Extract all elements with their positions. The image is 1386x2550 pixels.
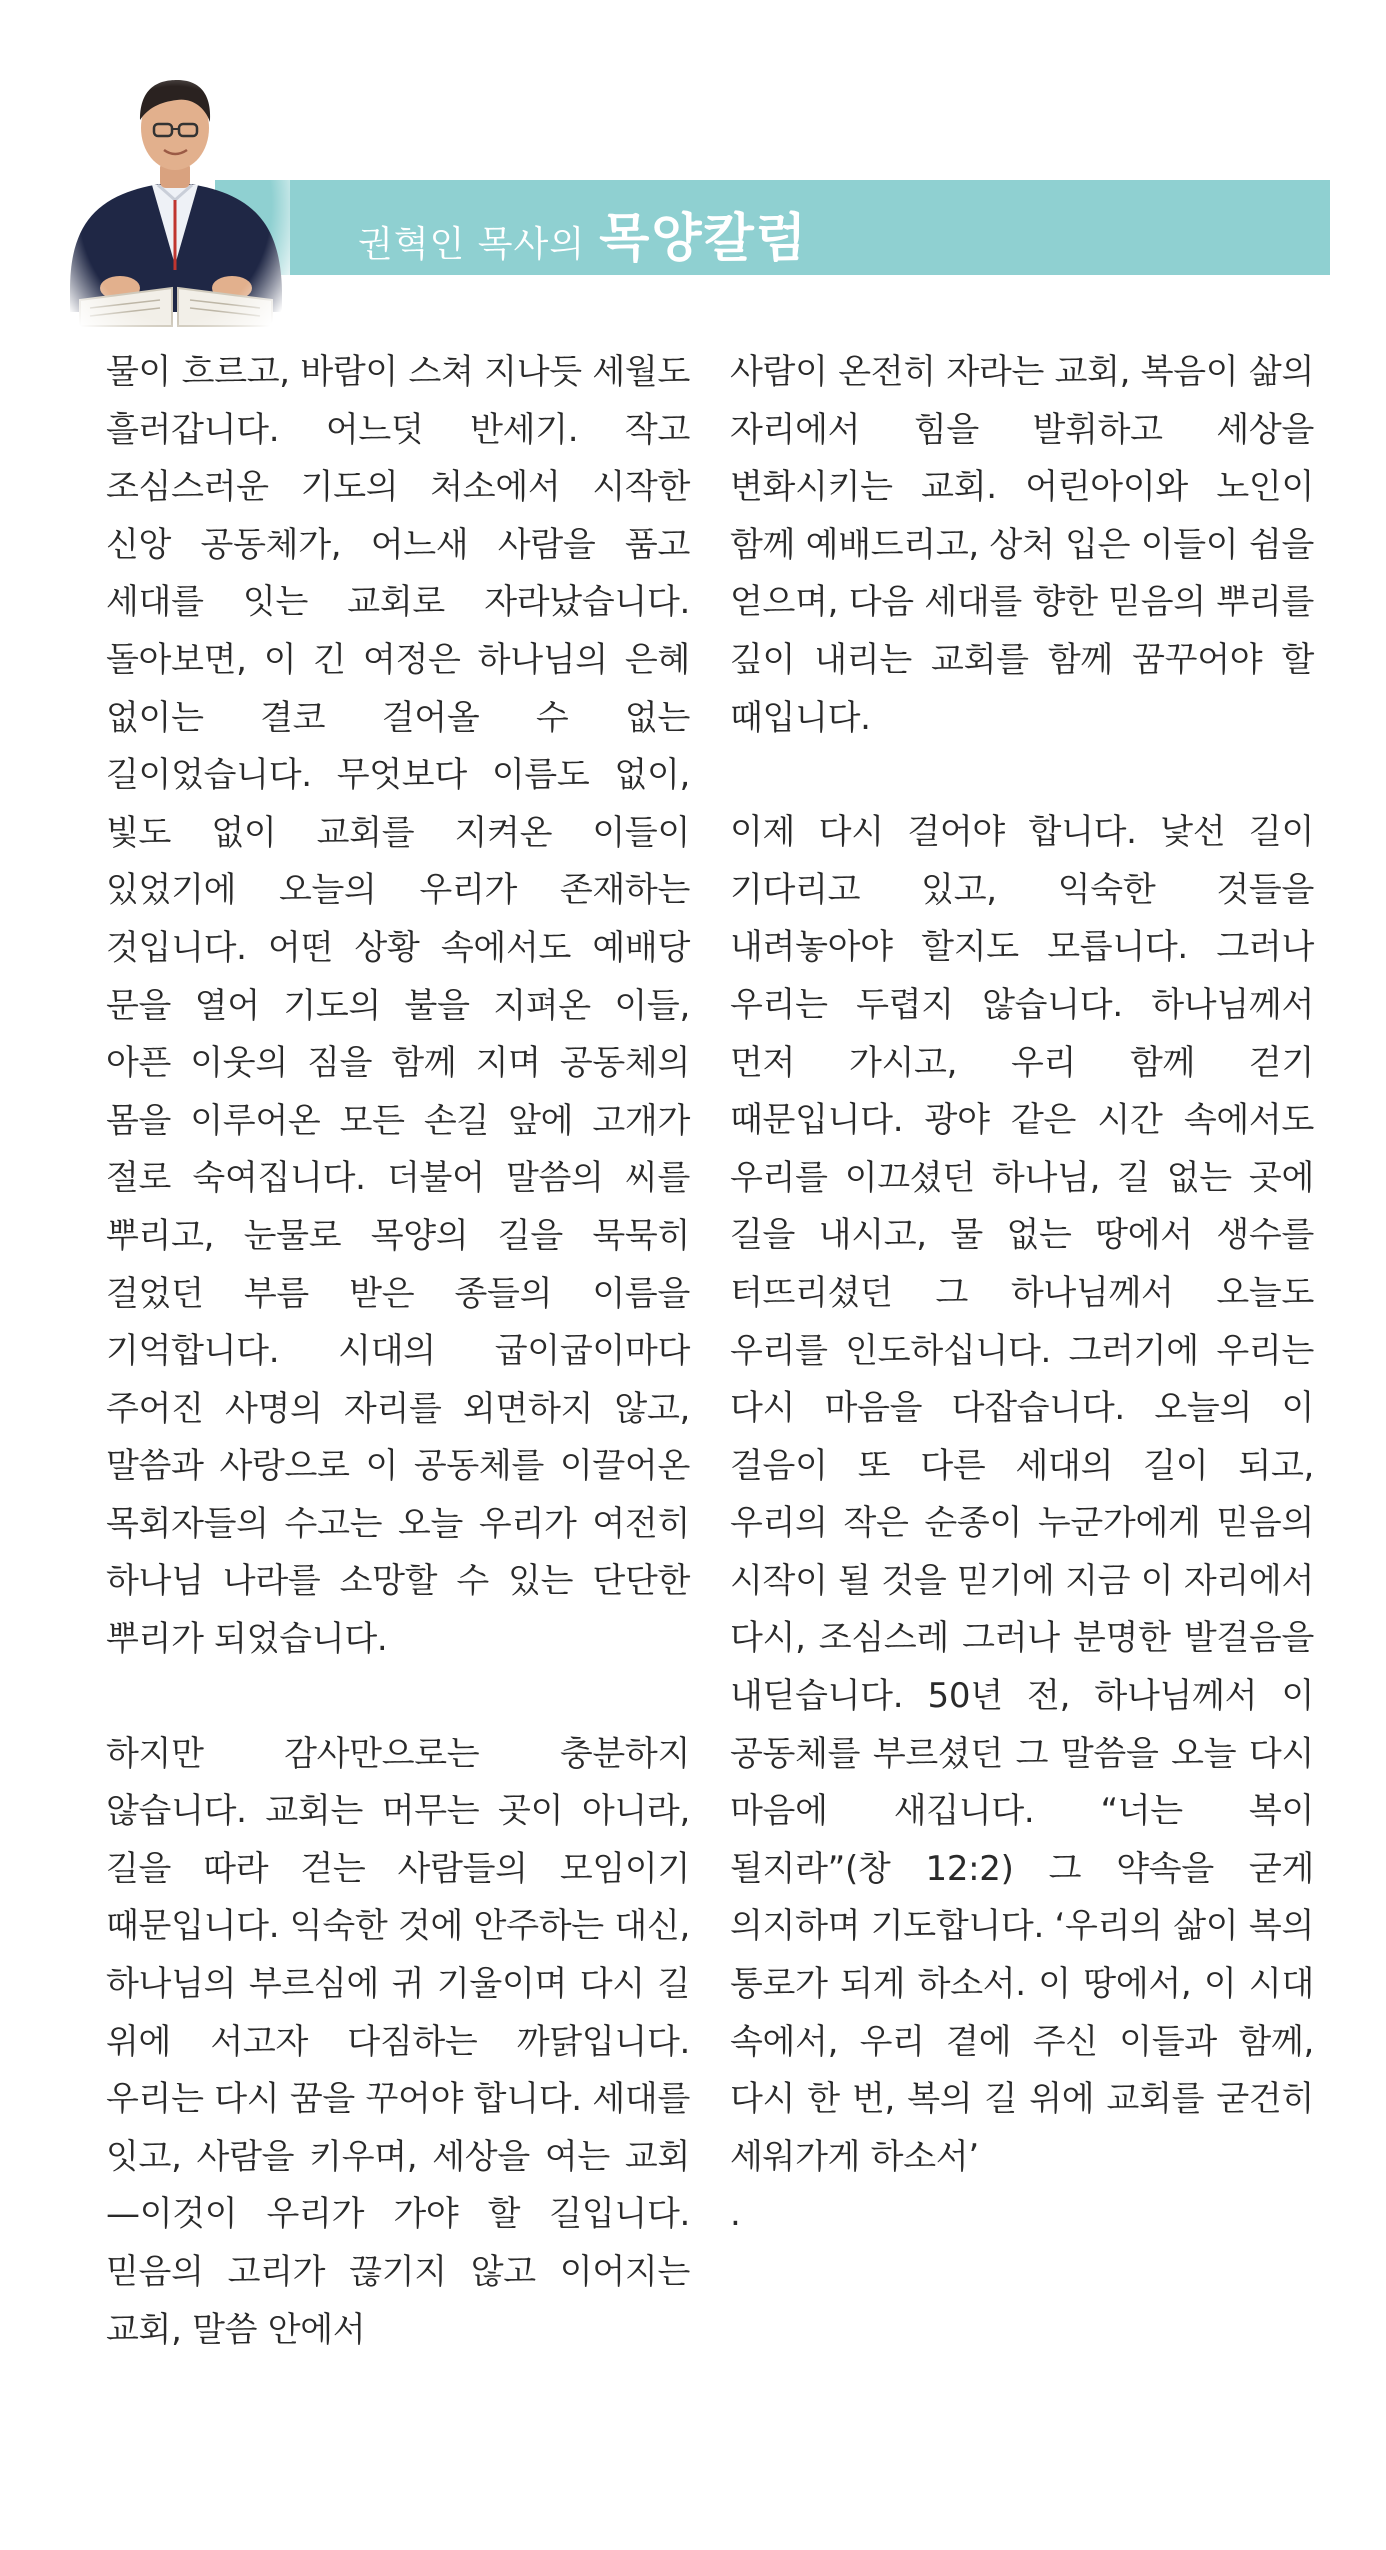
right-column bbox=[730, 344, 1314, 2244]
author-label: 권혁인 목사의 bbox=[358, 224, 586, 265]
author-portrait-icon bbox=[60, 50, 290, 330]
paragraph: 이제 다시 걸어야 합니다. 낯선 길이 기다리고 있고, 익숙한 것들을 내려놓아야 할지도 모릅니다. 그러나 우리는 두렵지 않습니다. 하나님께서 먼저 가시고, 우리 함께 걷기 때문입니다. 광야 같은 시간 속에서도 우리를 이끄셨던 하나님, 길 없는 곳에 길을 내시고, 물 없는 땅에서 생수를 터뜨리셨던 그 하나님께서 오늘도 우리를 인도하십니다. 그러기에 우리는 다시 마음을 다잡습니다. 오늘의 이 걸음이 또 다른 세대의 길이 되고, 우리의 작은 순종이 누군가에게 믿음의 시작이 될 것을 믿기에 지금 이 자리에서 다시, 조심스레 그러나 분명한 발걸음을 내딛습니다. 50년 전, 하나님께서 이 공동체를 부르셨던 그 말씀을 오늘 다시 마음에 새깁니다. “너는 복이 될지라”(창 12:2) 그 약속을 굳게 의지하며 기도합니다. ‘우리의 삶이 복의 통로가 되게 하소서. 이 땅에서, 이 시대 속에서, 우리 곁에 주신 이들과 함께, 다시 한 번, 복의 길 위에 교회를 굳건히 세워가게 하소서’ bbox=[730, 812, 1314, 2177]
column-title bbox=[358, 196, 809, 269]
left-column bbox=[106, 344, 690, 2359]
paragraph: 하지만 감사만으로는 충분하지 않습니다. 교회는 머무는 곳이 아니라, 길을 따라 걷는 사람들의 모임이기 때문입니다. 익숙한 것에 안주하는 대신, 하나님의 부르심에 귀 기울이며 다시 길 위에 서고자 다짐하는 까닭입니다. 우리는 다시 꿈을 꾸어야 합니다. 세대를 잇고, 사람을 키우며, 세상을 여는 교회—이것이 우리가 가야 할 길입니다. 믿음의 고리가 끊기지 않고 이어지는 교회, 말씀 안에서 bbox=[106, 1733, 690, 2350]
series-title: 목양칼럼 bbox=[599, 209, 809, 269]
paragraph: 사람이 온전히 자라는 교회, 복음이 삶의 자리에서 힘을 발휘하고 세상을 변화시키는 교회. 어린아이와 노인이 함께 예배드리고, 상처 입은 이들이 쉼을 얻으며, 다음 세대를 향한 믿음의 뿌리를 깊이 내리는 교회를 함께 꿈꾸어야 할 때입니다. bbox=[730, 352, 1314, 738]
paragraph: . bbox=[730, 2194, 741, 2235]
paragraph: 물이 흐르고, 바람이 스쳐 지나듯 세월도 흘러갑니다. 어느덧 반세기. 작고 조심스러운 기도의 처소에서 시작한 신앙 공동체가, 어느새 사람을 품고 세대를 잇는 교회로 자라났습니다. 돌아보면, 이 긴 여정은 하나님의 은혜 없이는 결코 걸어올 수 없는 길이었습니다. 무엇보다 이름도 없이, 빛도 없이 교회를 지켜온 이들이 있었기에 오늘의 우리가 존재하는 것입니다. 어떤 상황 속에서도 예배당 문을 열어 기도의 불을 지펴온 이들, 아픈 이웃의 짐을 함께 지며 공동체의 몸을 이루어온 모든 손길 앞에 고개가 절로 숙여집니다. 더불어 말씀의 씨를 뿌리고, 눈물로 목양의 길을 묵묵히 걸었던 부름 받은 종들의 이름을 기억합니다. 시대의 굽이굽이마다 주어진 사명의 자리를 외면하지 않고, 말씀과 사랑으로 이 공동체를 이끌어온 목회자들의 수고는 오늘 우리가 여전히 하나님 나라를 소망할 수 있는 단단한 뿌리가 되었습니다. bbox=[106, 352, 690, 1660]
